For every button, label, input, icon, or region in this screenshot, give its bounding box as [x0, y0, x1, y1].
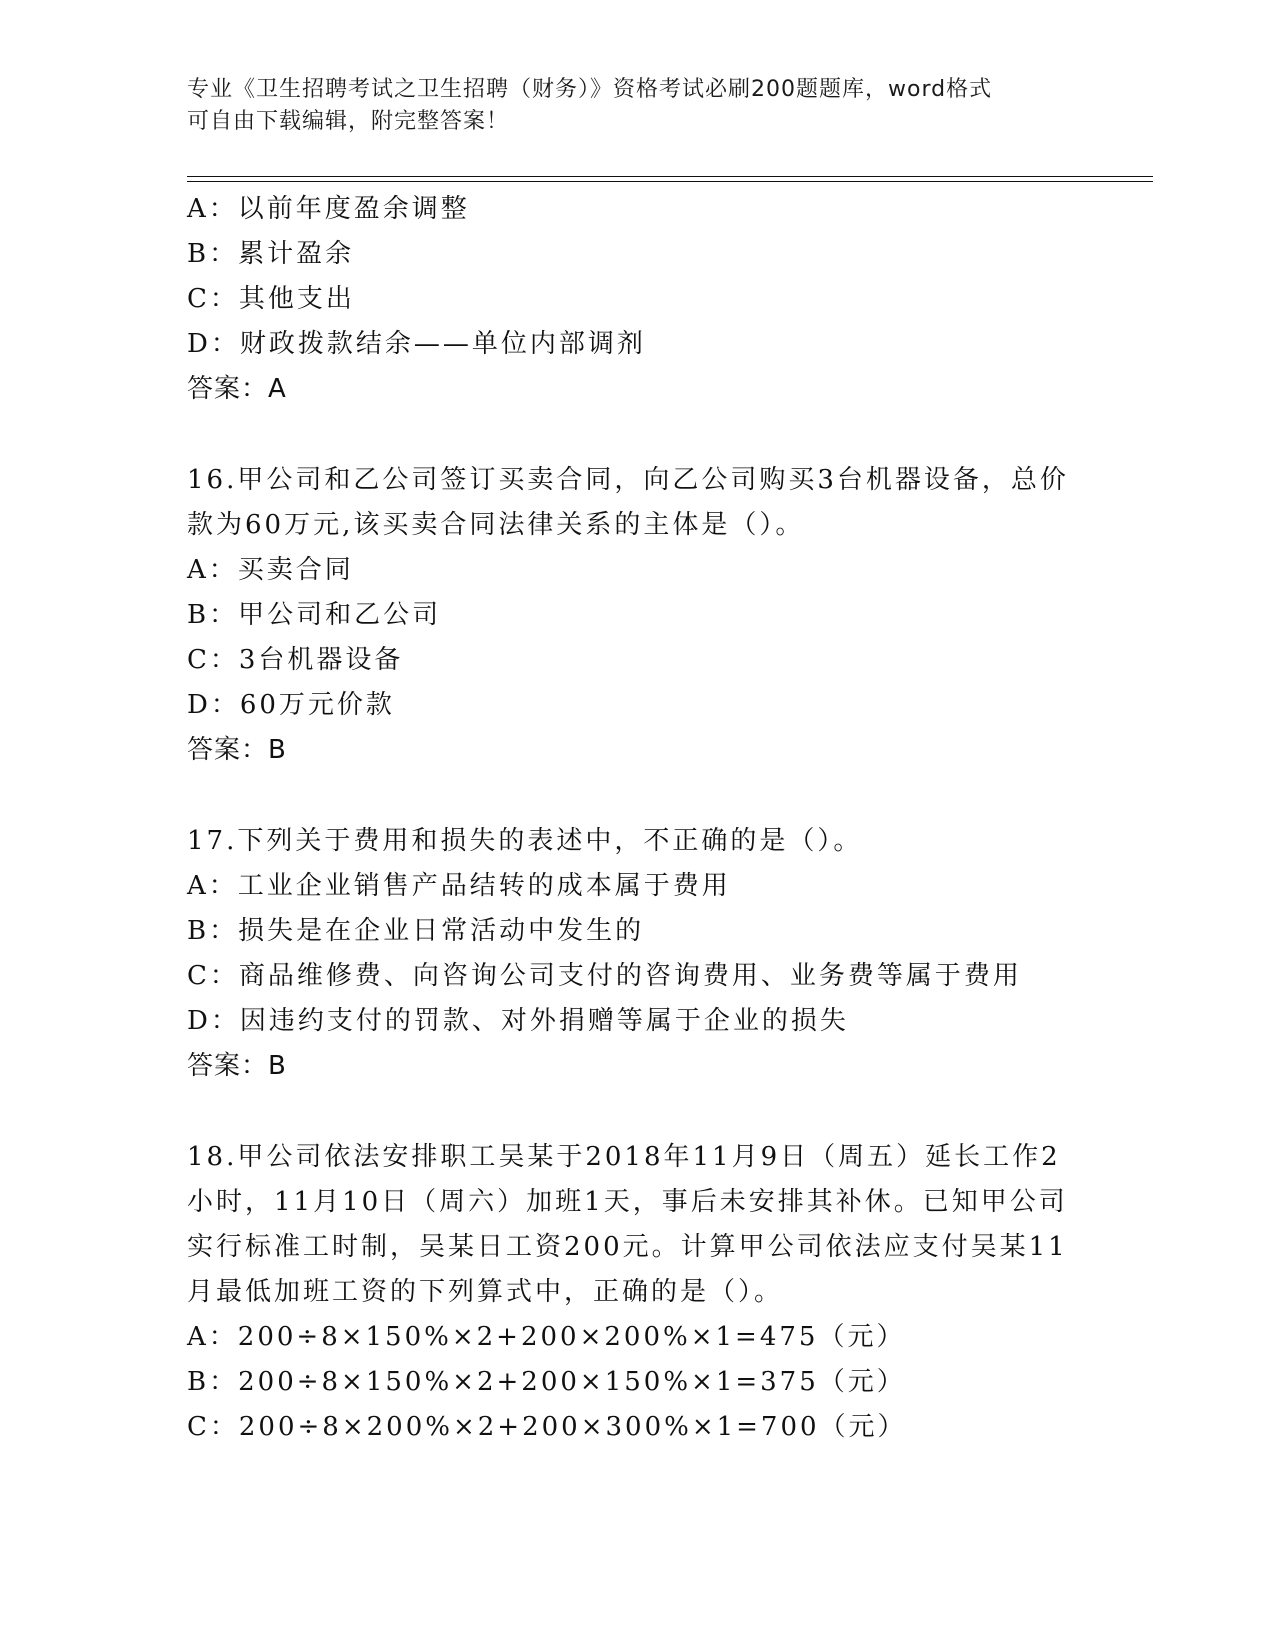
document-header — [187, 74, 1067, 138]
question-18-block — [187, 1135, 1087, 1450]
option-c: C：其他支出 — [187, 284, 355, 314]
option-b: B：甲公司和乙公司 — [187, 600, 442, 630]
option-a: A：200÷8×150%×2+200×200%×1=475（元） — [187, 1322, 906, 1352]
option-c: C：200÷8×200%×2+200×300%×1=700（元） — [187, 1412, 907, 1442]
option-a: A：工业企业销售产品结转的成本属于费用 — [187, 871, 731, 901]
option-c: C：3台机器设备 — [187, 645, 404, 675]
question-17-block — [187, 819, 1087, 1089]
option-b: B：200÷8×150%×2+200×150%×1=375（元） — [187, 1367, 906, 1397]
option-a: A：买卖合同 — [187, 555, 354, 585]
question-stem-line: 款为60万元,该买卖合同法律关系的主体是（）。 — [187, 510, 805, 540]
question-stem-line: 16.甲公司和乙公司签订买卖合同，向乙公司购买3台机器设备，总价 — [187, 465, 1069, 495]
answer-line: 答案：B — [187, 1051, 287, 1081]
document-body — [187, 187, 1087, 1450]
option-d: D：因违约支付的罚款、对外捐赠等属于企业的损失 — [187, 1006, 849, 1036]
question-stem-line: 实行标准工时制，吴某日工资200元。计算甲公司依法应支付吴某11 — [187, 1232, 1068, 1262]
option-a: A：以前年度盈余调整 — [187, 194, 470, 224]
question-stem-line: 月最低加班工资的下列算式中，正确的是（）。 — [187, 1277, 784, 1307]
question-stem-line: 小时，11月10日（周六）加班1天，事后未安排其补休。已知甲公司 — [187, 1187, 1068, 1217]
question-stem-line: 18.甲公司依法安排职工吴某于2018年11月9日（周五）延长工作2 — [187, 1142, 1061, 1172]
question-15-block — [187, 187, 1087, 412]
question-16-block — [187, 458, 1087, 773]
answer-line: 答案：A — [187, 374, 287, 404]
header-divider-top — [187, 176, 1153, 177]
header-line-1: 专业《卫生招聘考试之卫生招聘（财务）》资格考试必刷200题题库，word格式 — [187, 77, 993, 102]
option-b: B：累计盈余 — [187, 239, 355, 269]
option-b: B：损失是在企业日常活动中发生的 — [187, 916, 645, 946]
answer-line: 答案：B — [187, 735, 287, 765]
option-d: D：60万元价款 — [187, 690, 395, 720]
question-stem-line: 17.下列关于费用和损失的表述中，不正确的是（）。 — [187, 826, 863, 856]
option-c: C：商品维修费、向咨询公司支付的咨询费用、业务费等属于费用 — [187, 961, 1022, 991]
header-divider-bottom — [187, 181, 1153, 182]
spacer — [187, 1089, 1087, 1135]
spacer — [187, 412, 1087, 458]
spacer — [187, 773, 1087, 819]
option-d: D：财政拨款结余——单位内部调剂 — [187, 329, 646, 359]
header-line-2: 可自由下载编辑，附完整答案！ — [187, 109, 510, 134]
